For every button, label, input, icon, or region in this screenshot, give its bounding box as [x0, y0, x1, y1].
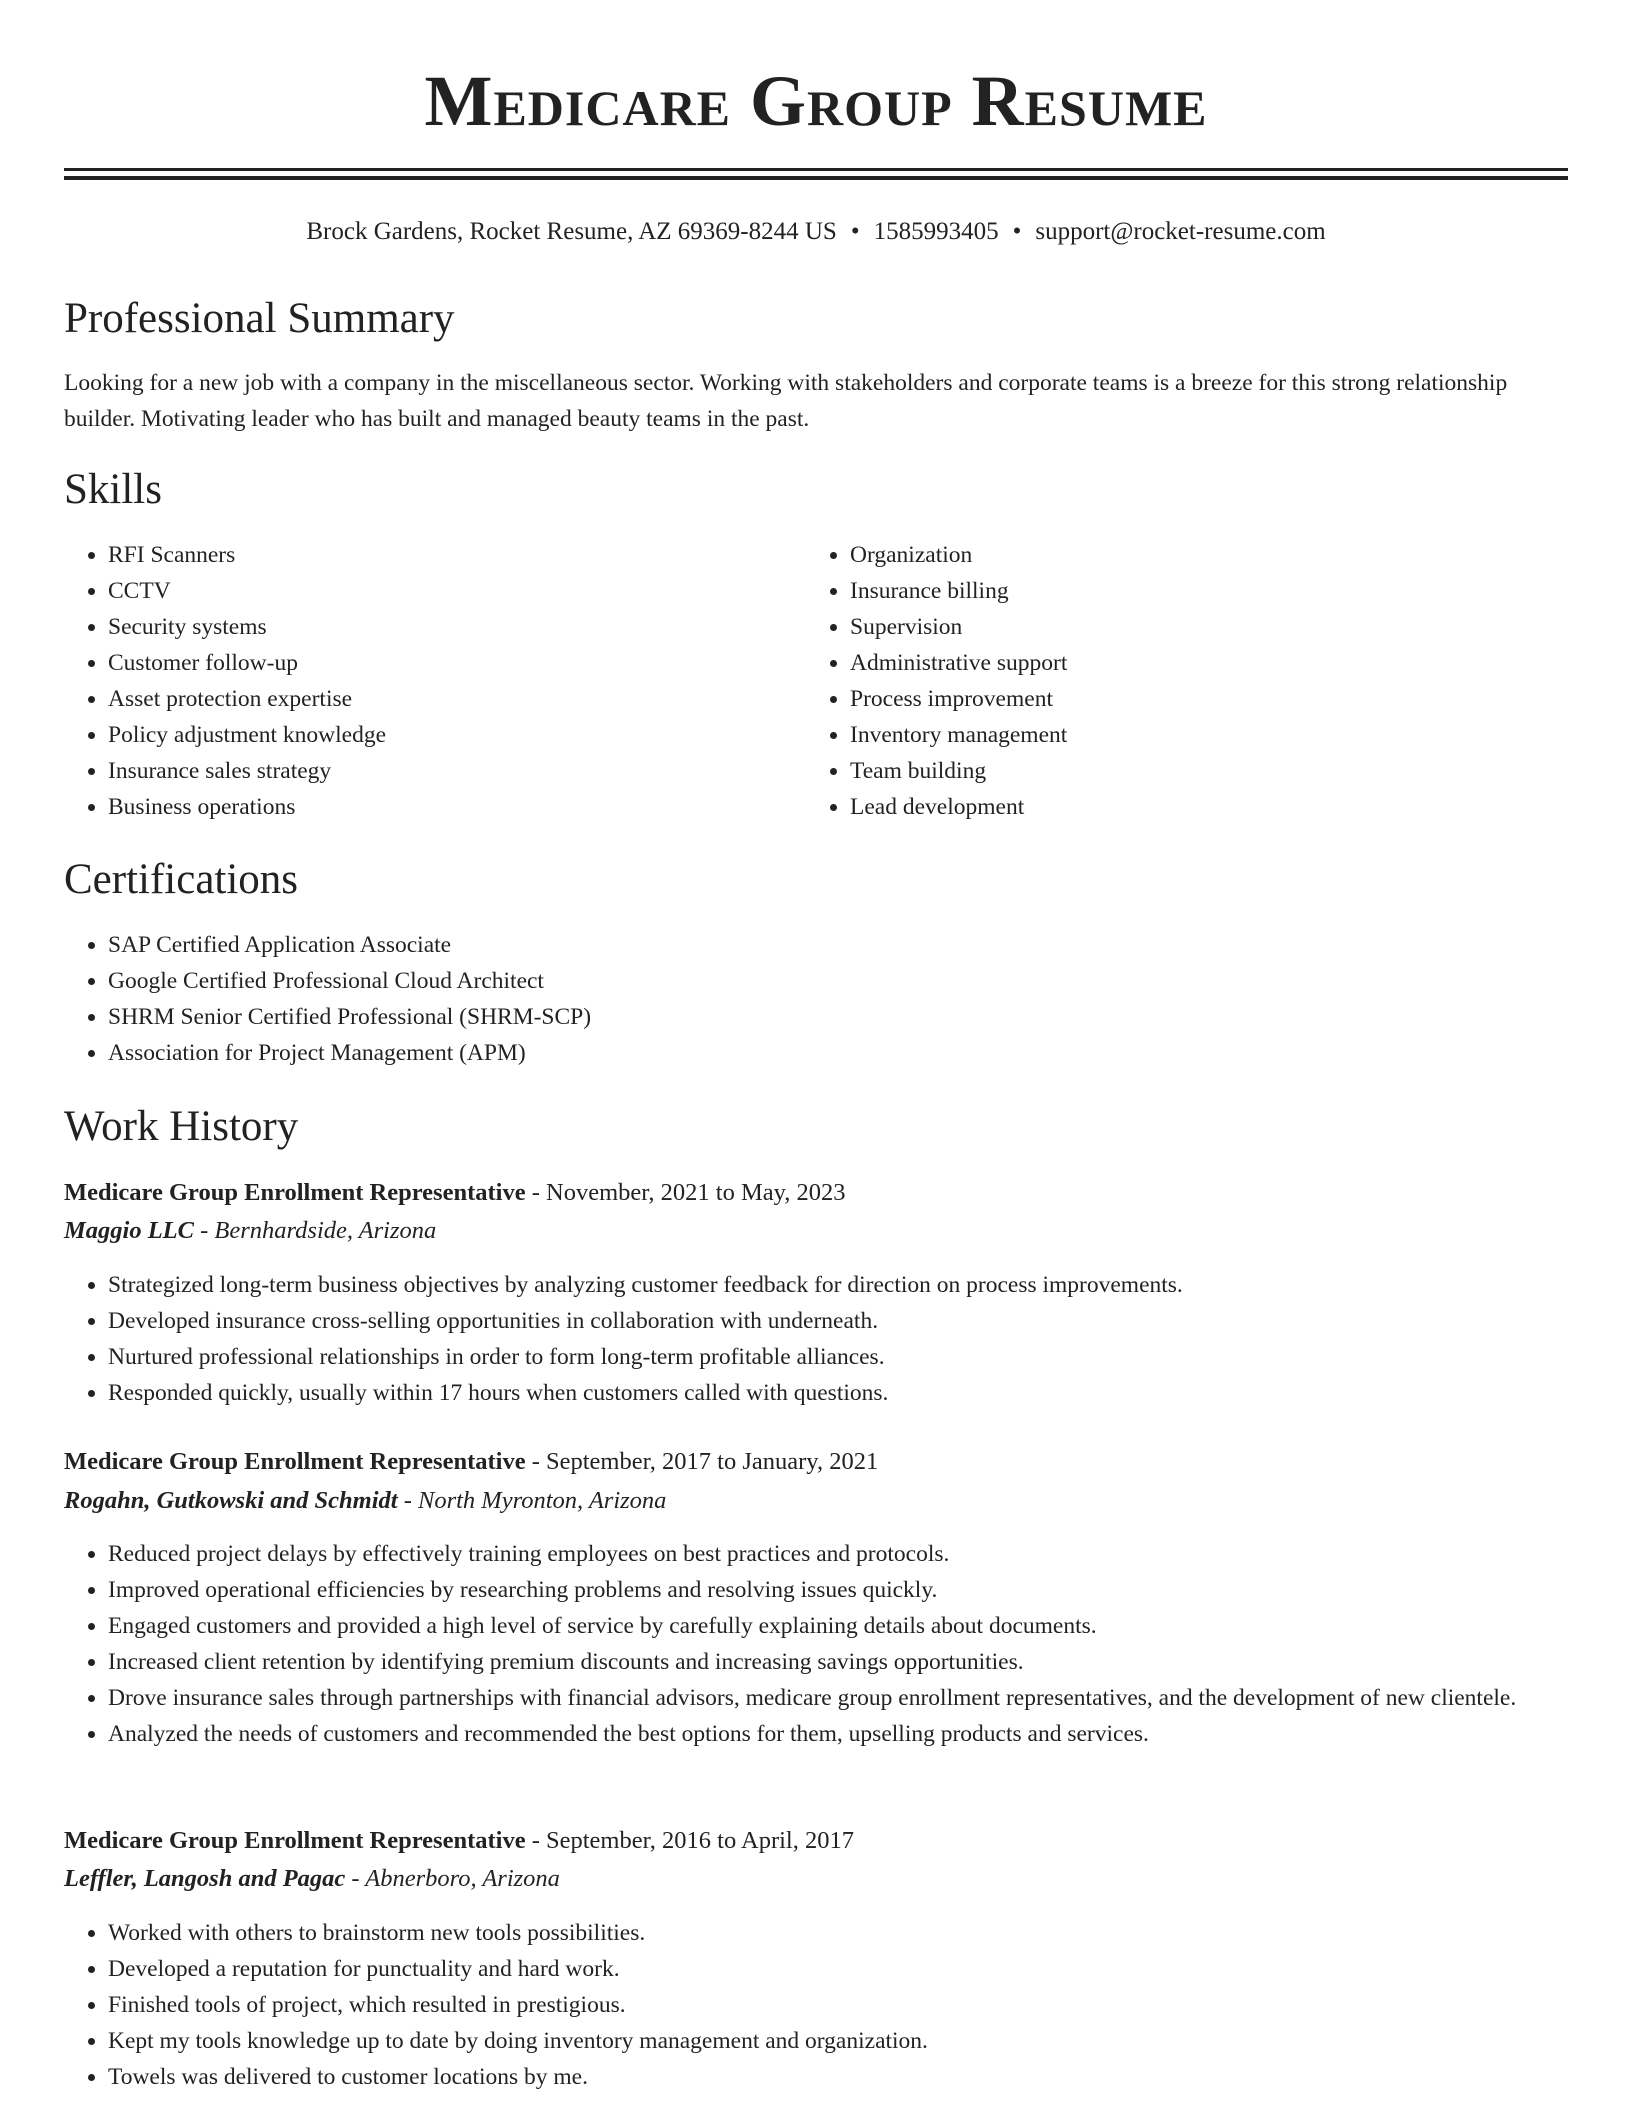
- contact-separator: •: [850, 218, 860, 245]
- header-rule-bottom: [64, 176, 1568, 180]
- job-company-line: [64, 1213, 436, 1249]
- job-bullet: • Responded quickly, usually within 17 hours when customers called with questions.: [108, 1375, 1568, 1411]
- certifications-heading: Certifications: [64, 856, 299, 903]
- job-company-line: [64, 1861, 560, 1897]
- resume-title: Medicare Group Resume: [424, 61, 1208, 141]
- job-bullet: • Strategized long-term business objectives by analyzing customer feedback for direction on process improvements.: [108, 1267, 1568, 1303]
- job-bullet: • Engaged customers and provided a high level of service by carefully explaining details about documents.: [108, 1608, 1568, 1644]
- certification-item: • SHRM Senior Certified Professional (SHRM-SCP): [108, 999, 1568, 1035]
- job-title-line: [64, 1444, 878, 1480]
- certification-item: • SAP Certified Application Associate: [108, 927, 1568, 963]
- job-bullet: • Finished tools of project, which resulted in prestigious.: [108, 1987, 1568, 2023]
- contact-address: Brock Gardens, Rocket Resume, AZ 69369-8244 US: [306, 218, 837, 245]
- job-bullets: [64, 1536, 1568, 1752]
- skill-item: • Business operations: [108, 789, 788, 825]
- job-bullet: • Nurtured professional relationships in order to form long-term profitable alliances.: [108, 1339, 1568, 1375]
- skill-item: • Administrative support: [850, 645, 1550, 681]
- contact-line: [0, 216, 1632, 248]
- skills-list-left: [64, 537, 788, 825]
- skill-item: • Policy adjustment knowledge: [108, 717, 788, 753]
- job-company: Rogahn, Gutkowski and Schmidt: [64, 1487, 398, 1514]
- job-company: Maggio LLC: [64, 1217, 194, 1244]
- skill-item: • Supervision: [850, 609, 1550, 645]
- skill-item: • Insurance billing: [850, 573, 1550, 609]
- job-location: - Bernhardside, Arizona: [194, 1217, 437, 1244]
- job-location: - Abnerboro, Arizona: [345, 1865, 560, 1892]
- job-title: Medicare Group Enrollment Representative: [64, 1179, 526, 1206]
- job-dates: - September, 2017 to January, 2021: [525, 1448, 879, 1475]
- skill-item: • Customer follow-up: [108, 645, 788, 681]
- certification-item: • Association for Project Management (APM): [108, 1035, 1568, 1071]
- job-bullet: • Developed insurance cross-selling opportunities in collaboration with underneath.: [108, 1303, 1568, 1339]
- skill-item: • Inventory management: [850, 717, 1550, 753]
- job-bullet: • Analyzed the needs of customers and recommended the best options for them, upselling products and services.: [108, 1716, 1568, 1752]
- job-bullets: [64, 1915, 1568, 2095]
- job-title-line: [64, 1175, 846, 1211]
- job-bullet: • Kept my tools knowledge up to date by doing inventory management and organization.: [108, 2023, 1568, 2059]
- job-bullet: • Towels was delivered to customer locations by me.: [108, 2059, 1568, 2095]
- contact-email: support@rocket-resume.com: [1035, 218, 1326, 245]
- skills-list-right: [806, 537, 1550, 825]
- job-bullet: • Worked with others to brainstorm new tools possibilities.: [108, 1915, 1568, 1951]
- skill-item: • CCTV: [108, 573, 788, 609]
- skill-item: • Asset protection expertise: [108, 681, 788, 717]
- job-dates: - November, 2021 to May, 2023: [525, 1179, 846, 1206]
- skill-item: • Insurance sales strategy: [108, 753, 788, 789]
- job-bullet: • Improved operational efficiencies by researching problems and resolving issues quickly.: [108, 1572, 1568, 1608]
- contact-separator: •: [1012, 218, 1022, 245]
- skill-item: • RFI Scanners: [108, 537, 788, 573]
- certification-item: • Google Certified Professional Cloud Architect: [108, 963, 1568, 999]
- job-company-line: [64, 1483, 666, 1519]
- job-bullet: • Drove insurance sales through partnerships with financial advisors, medicare group enrollment representatives, and the development of new clientele.: [108, 1680, 1568, 1716]
- skill-item: • Lead development: [850, 789, 1550, 825]
- skill-item: • Organization: [850, 537, 1550, 573]
- job-bullet: • Increased client retention by identifying premium discounts and increasing savings opportunities.: [108, 1644, 1568, 1680]
- job-dates: - September, 2016 to April, 2017: [525, 1827, 854, 1854]
- summary-heading: Professional Summary: [64, 295, 455, 342]
- job-bullet: • Reduced project delays by effectively training employees on best practices and protocols.: [108, 1536, 1568, 1572]
- job-title: Medicare Group Enrollment Representative: [64, 1448, 526, 1475]
- skill-item: • Security systems: [108, 609, 788, 645]
- job-title: Medicare Group Enrollment Representative: [64, 1827, 526, 1854]
- contact-phone: 1585993405: [873, 218, 999, 245]
- job-bullets: [64, 1267, 1568, 1411]
- skill-item: • Team building: [850, 753, 1550, 789]
- header-rule-top: [64, 168, 1568, 171]
- skills-heading: Skills: [64, 466, 162, 513]
- work-history-heading: Work History: [64, 1103, 299, 1150]
- skill-item: • Process improvement: [850, 681, 1550, 717]
- certifications-list: [64, 927, 1568, 1071]
- job-location: - North Myronton, Arizona: [397, 1487, 667, 1514]
- summary-text: Looking for a new job with a company in the miscellaneous sector. Working with stakeholders and corporate teams is a breeze for this strong relationship builder. Motivating leader who has built and managed beauty teams in the past.: [64, 370, 1508, 432]
- job-title-line: [64, 1823, 854, 1859]
- job-company: Leffler, Langosh and Pagac: [64, 1865, 346, 1892]
- job-bullet: • Developed a reputation for punctuality and hard work.: [108, 1951, 1568, 1987]
